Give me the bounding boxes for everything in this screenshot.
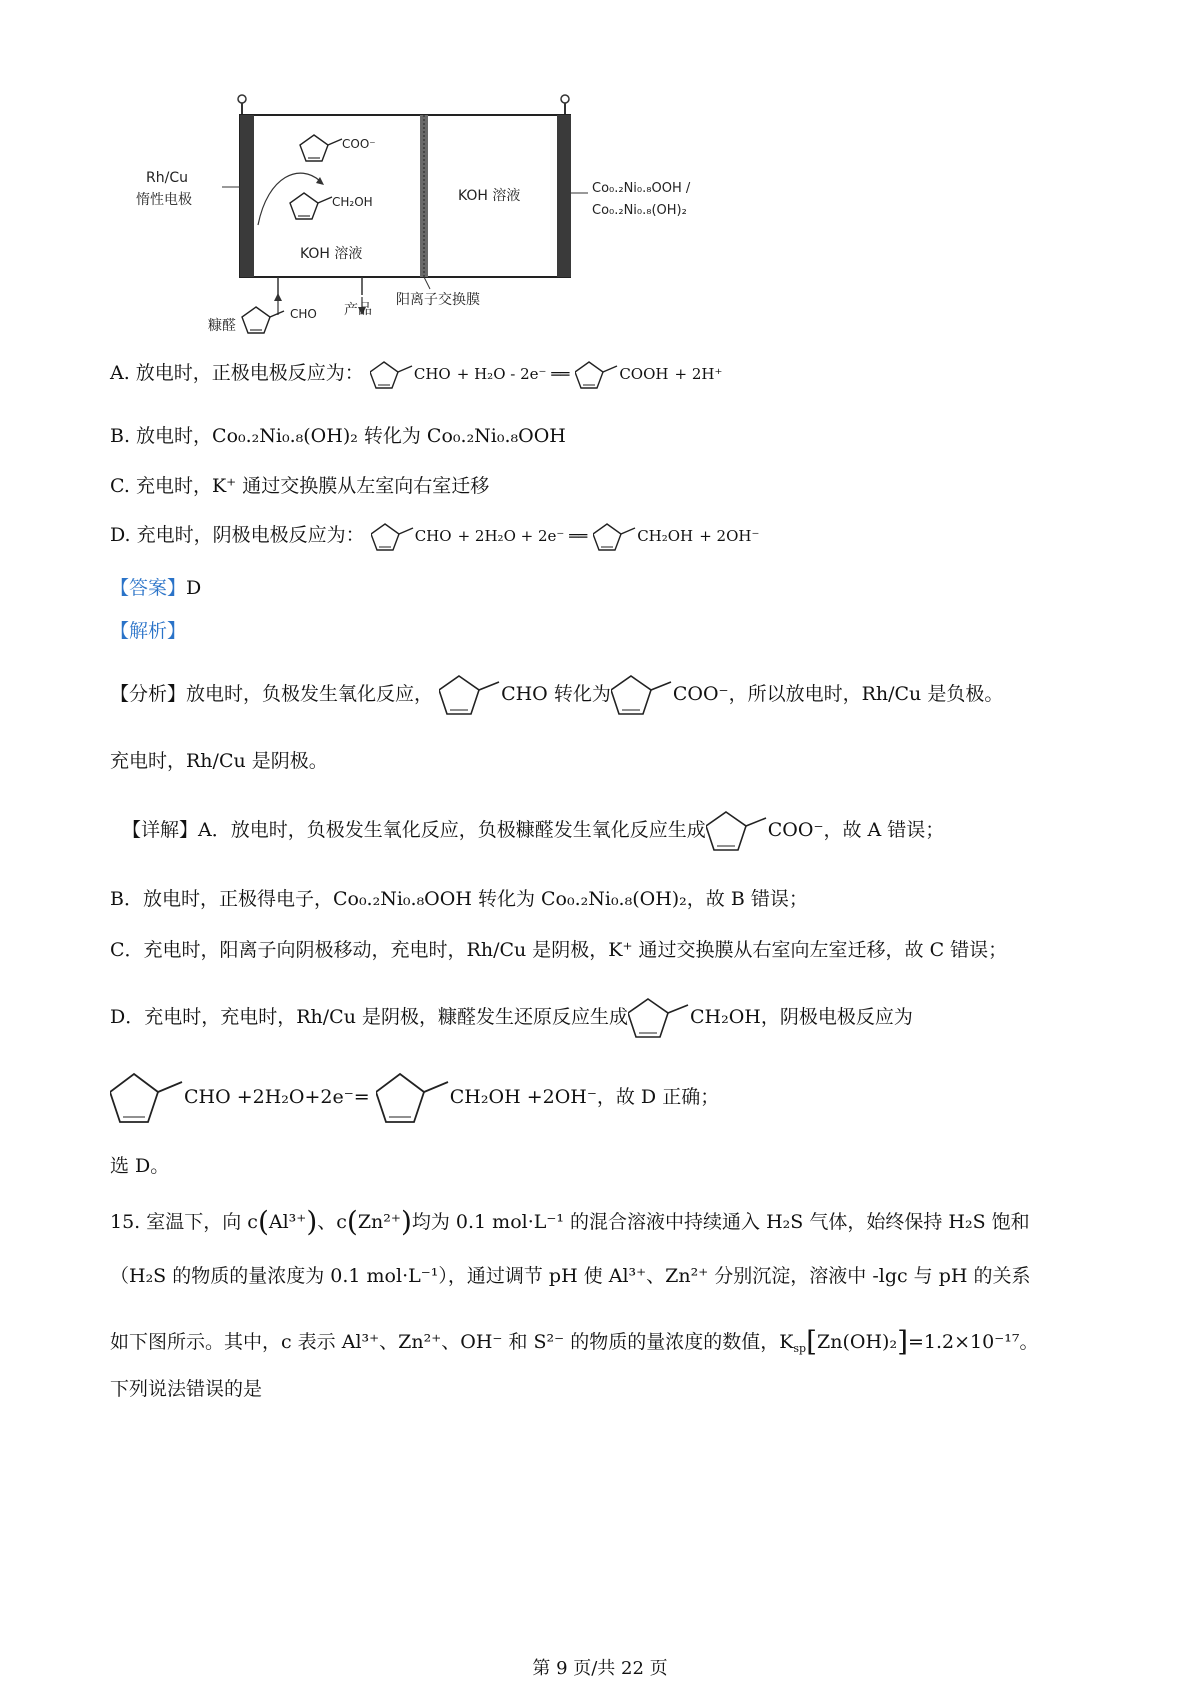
option-d-mid: + 2H₂O + 2e⁻ ══ [457,527,588,545]
option-a [110,358,722,390]
eq-end: +2OH⁻ [526,1086,597,1108]
detail-label: 【详解】 [122,819,199,841]
fenxi-t1: 放电时，负极发生氧化反应， [186,683,434,705]
option-d-prefix: D. 充电时，阴极电极反应为： [110,524,365,546]
option-a-prefix: A. 放电时，正极电极反应为： [110,362,364,384]
q15-l3b: =1.2×10⁻¹⁷。 [908,1331,1039,1353]
right-solution-label: KOH 溶液 [458,188,521,204]
q15-l1c: 均为 0.1 mol·L⁻¹ 的混合溶液中持续通入 H₂S 气体，始终保持 H₂S 饱和 [411,1211,1030,1233]
option-d-group2: CH₂OH [637,527,694,545]
q15-bracket-content: Zn(OH)₂ [817,1331,898,1353]
q15-line-4: 下列说法错误的是 [110,1378,263,1400]
detail-b: B．放电时，正极得电子，Co₀.₂Ni₀.₈OOH 转化为 Co₀.₂Ni₀.₈(OH)₂，故 B 错误； [110,888,808,910]
q15-l1b: 、c [317,1211,347,1233]
fenxi-line-2: 充电时，Rh/Cu 是阴极。 [110,750,328,772]
option-a-end: + 2H⁺ [674,365,723,383]
detail-d1: D．充电时，充电时，Rh/Cu 是阴极，糠醛发生还原反应生成 [110,1006,628,1028]
q15-al: Al³⁺ [268,1211,307,1233]
fenxi-line-1 [110,672,1003,718]
fenxi-t2: 转化为 [553,683,611,705]
analysis-label: 【解析】 [110,620,187,642]
detail-choose: 选 D。 [110,1155,170,1177]
furan-coo-structure [300,135,342,161]
eq-group2: CH₂OH [449,1086,521,1108]
detail-a2: ，故 A 错误； [823,819,945,841]
detail-c: C．充电时，阳离子向阴极移动，充电时，Rh/Cu 是阴极，K⁺ 通过交换膜从右室向左室迁移，故 C 错误； [110,939,1008,961]
furan-ring-icon [376,1070,450,1126]
fenxi-t3: ，所以放电时，Rh/Cu 是负极。 [728,683,1004,705]
furan-ring-icon [611,672,673,718]
furan-ring-icon [575,358,619,390]
ch2oh-group-label: CH₂OH [332,195,373,209]
left-solution-label: KOH 溶液 [300,246,363,262]
option-d [110,520,759,552]
fenxi-group2: COO⁻ [672,683,729,705]
answer-value: D [186,577,202,599]
furan-ring-icon [439,672,501,718]
q15-line-1: 15. 室温下，向 c(Al³⁺)、c(Zn²⁺)均为 0.1 mol·L⁻¹ 的混合溶液中持续通入 H₂S 气体，始终保持 H₂S 饱和 [110,1205,1030,1238]
q15-l1a: 15. 室温下，向 c [110,1211,258,1233]
coo-group-label: COO⁻ [342,137,376,151]
q15-line-3: 如下图所示。其中，c 表示 Al³⁺、Zn²⁺、OH⁻ 和 S²⁻ 的物质的量浓度的数值，$K_{sp}[Zn(OH)_2]=1.2\times 10^{-17}$。 [110,1325,1039,1358]
option-a-group1: CHO [413,365,451,383]
detail-a-group: COO⁻ [767,819,824,841]
option-a-group2: COOH [619,365,669,383]
right-electrode-label-2: Co₀.₂Ni₀.₈(OH)₂ [592,203,687,218]
detail-d-group: CH₂OH [690,1006,761,1028]
eq-mid: +2H₂O+2e⁻= [236,1086,370,1108]
answer-label: 【答案】 [110,577,187,599]
detail-d2: ，阴极电极反应为 [760,1006,913,1028]
inlet-label: 糠醛 [208,318,236,334]
option-d-end: + 2OH⁻ [699,527,760,545]
option-a-mid: + H₂O - 2e⁻ ══ [456,365,570,383]
page-footer: 第 9 页/共 22 页 [532,1658,668,1679]
furan-ring-icon [628,995,690,1041]
detail-equation [110,1070,719,1126]
furan-ring-icon [110,1070,184,1126]
eq-tail: ，故 D 正确； [596,1086,720,1108]
answer-line [110,577,201,600]
detail-a1: A．放电时，负极发生氧化反应，负极糠醛发生氧化反应生成 [198,819,706,841]
fenxi-group1: CHO [501,683,548,705]
fenxi-label: 【分析】 [110,683,187,705]
furan-ring-icon [593,520,637,552]
right-electrode-label-1: Co₀.₂Ni₀.₈OOH / [592,181,691,196]
q15-sp: sp [793,1342,807,1355]
option-b: B. 放电时，Co₀.₂Ni₀.₈(OH)₂ 转化为 Co₀.₂Ni₀.₈OOH [110,425,566,447]
furan-ch2oh-structure [290,193,332,219]
detail-a [122,808,944,854]
left-electrode-label-2: 惰性电极 [136,192,192,208]
q15-line-2: （H₂S 的物质的量浓度为 0.1 mol·L⁻¹），通过调节 pH 使 Al³⁺、Zn²⁺ 分别沉淀，溶液中 -lgc 与 pH 的关系 [110,1265,1031,1287]
option-c: C. 充电时，K⁺ 通过交换膜从左室向右室迁移 [110,475,490,497]
outlet-label: 产品 [344,302,372,318]
furan-ring-icon [371,520,415,552]
cho-group-label: CHO [290,307,317,321]
membrane-label: 阳离子交换膜 [396,292,480,308]
q15-zn: Zn²⁺ [357,1211,401,1233]
electrolysis-cell-diagram [136,85,820,365]
eq-group1: CHO [184,1086,231,1108]
left-electrode-label-1: Rh/Cu [146,170,188,186]
furan-ring-icon [370,358,414,390]
q15-l3a: 如下图所示。其中，c 表示 Al³⁺、Zn²⁺、OH⁻ 和 S²⁻ 的物质的量浓度的数值，K [110,1331,794,1353]
furan-ring-icon [706,808,768,854]
option-d-group1: CHO [414,527,452,545]
cell-svg [140,85,820,365]
detail-d [110,995,913,1041]
